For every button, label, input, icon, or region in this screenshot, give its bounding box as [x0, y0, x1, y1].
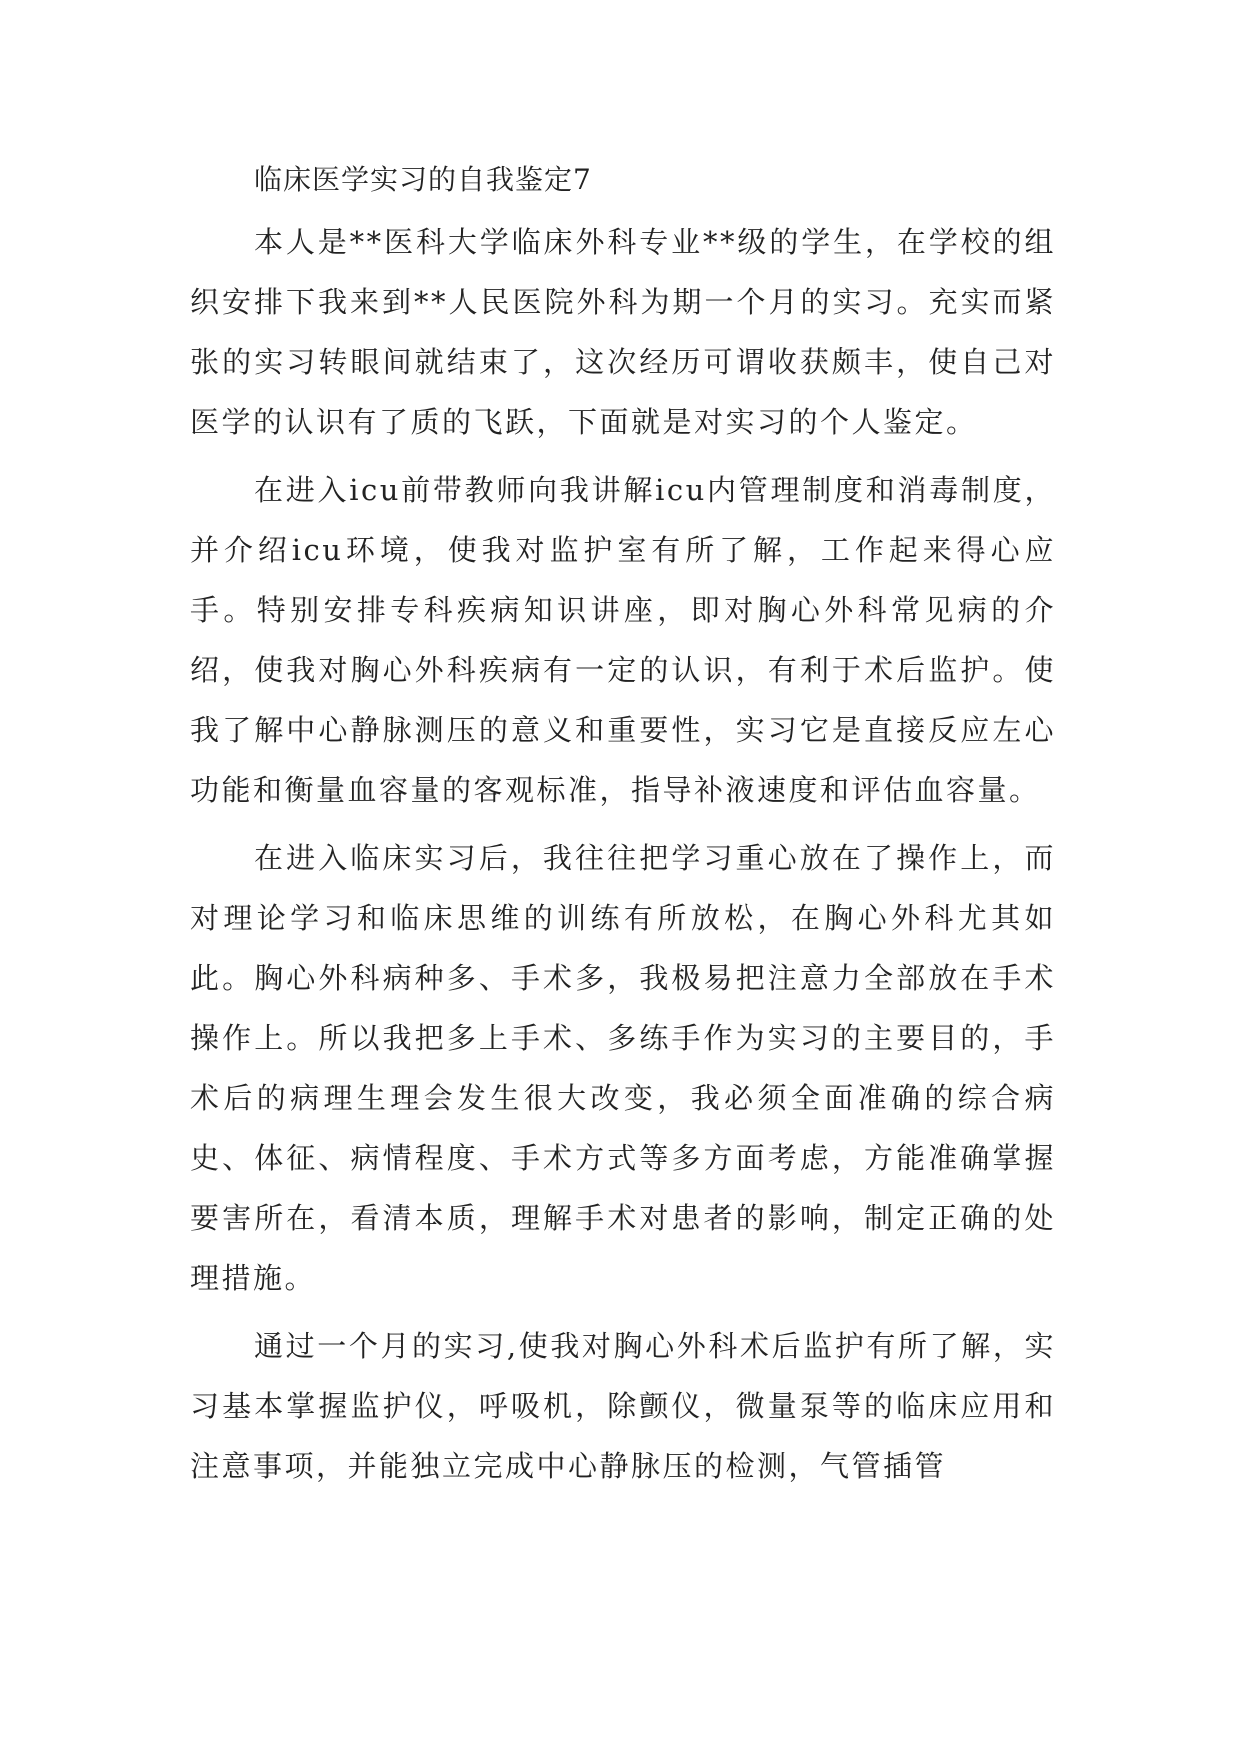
document-page [190, 162, 1056, 1496]
paragraph-icu-training: 在进入icu前带教师向我讲解icu内管理制度和消毒制度，并介绍icu环境，使我对监护室有所了解，工作起来得心应手。特别安排专科疾病知识讲座，即对胸心外科常见病的介绍，使我对胸心外科疾病有一定的认识，有利于术后监护。使我了解中心静脉测压的意义和重要性，实习它是直接反应左心功能和衡量血容量的客观标准，指导补液速度和评估血容量。 [190, 473, 1056, 807]
paragraph-introduction: 本人是**医科大学临床外科专业**级的学生，在学校的组织安排下我来到**人民医院外科为期一个月的实习。充实而紧张的实习转眼间就结束了，这次经历可谓收获颇丰，使自己对医学的认识有了质的飞跃，下面就是对实习的个人鉴定。 [190, 225, 1056, 439]
document-title: 临床医学实习的自我鉴定7 [254, 163, 592, 196]
paragraph-clinical-practice: 在进入临床实习后，我往往把学习重心放在了操作上，而对理论学习和临床思维的训练有所放松，在胸心外科尤其如此。胸心外科病种多、手术多，我极易把注意力全部放在手术操作上。所以我把多上手术、多练手作为实习的主要目的，手术后的病理生理会发生很大改变，我必须全面准确的综合病史、体征、病情程度、手术方式等多方面考虑，方能准确掌握要害所在，看清本质，理解手术对患者的影响，制定正确的处理措施。 [190, 841, 1056, 1295]
paragraph-monitoring-skills: 通过一个月的实习,使我对胸心外科术后监护有所了解，实习基本掌握监护仪，呼吸机，除颤仪，微量泵等的临床应用和注意事项，并能独立完成中心静脉压的检测，气管插管 [190, 1329, 1056, 1483]
